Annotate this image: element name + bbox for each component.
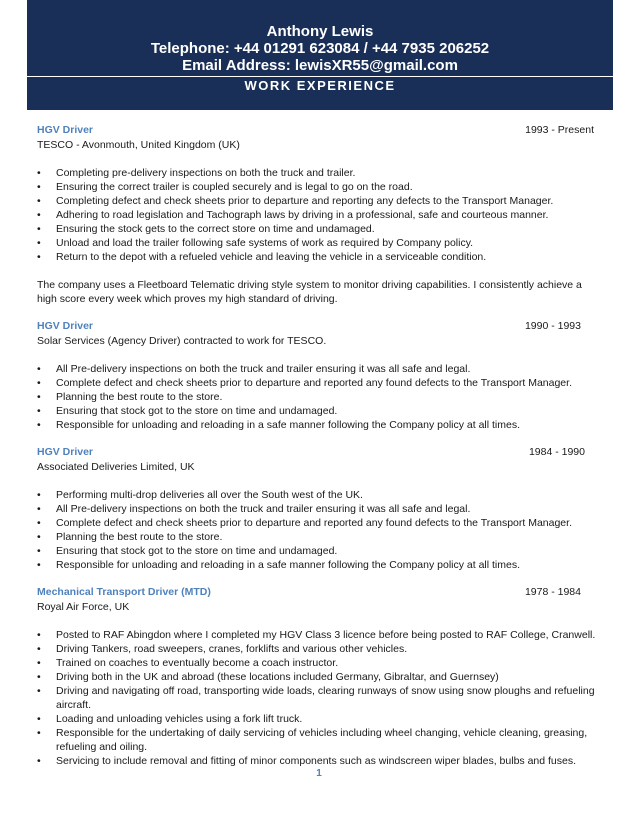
duty-item: • Planning the best route to the store.: [37, 530, 597, 544]
duty-item: • All Pre-delivery inspections on both the truck and trailer ensuring it was all safe and legal.: [37, 502, 597, 516]
email-line: Email Address: lewisXR55@gmail.com: [182, 57, 458, 74]
header-divider: [27, 76, 613, 77]
job-dates: 1978 - 1984: [524, 586, 581, 598]
duty-item: • Servicing to include removal and fitting of minor components such as windscreen wiper blades, bulbs and fuses.: [37, 754, 597, 768]
job-entry: [37, 446, 597, 572]
job-entry: [37, 586, 597, 768]
duty-item: • Loading and unloading vehicles using a fork lift truck.: [37, 712, 597, 726]
job-entry: [37, 124, 597, 306]
job-organisation: Royal Air Force, UK: [37, 601, 130, 613]
duty-item: • All Pre-delivery inspections on both the truck and trailer ensuring it was all safe and legal.: [37, 362, 597, 376]
job-title: Mechanical Transport Driver (MTD): [37, 586, 211, 598]
duty-item: • Driving both in the UK and abroad (these locations included Germany, Gibraltar, and Guernsey): [37, 670, 597, 684]
job-title: HGV Driver: [37, 446, 94, 458]
section-title: WORK EXPERIENCE: [244, 78, 396, 93]
duty-item: • Complete defect and check sheets prior to departure and reported any found defects to the Transport Manager.: [37, 516, 597, 530]
duty-item: • Responsible for unloading and reloading in a safe manner following the Company policy at all times.: [37, 418, 597, 432]
duty-item: • Driving and navigating off road, transporting wide loads, clearing runways of snow using snow ploughs and refueling aircraft.: [37, 684, 597, 712]
duty-item: • Performing multi-drop deliveries all over the South west of the UK.: [37, 488, 597, 502]
telephone-line: Telephone: +44 01291 623084 / +44 7935 206252: [150, 40, 490, 57]
job-entry: [37, 320, 597, 432]
duty-item: • Return to the depot with a refueled vehicle and leaving the vehicle in a serviceable condition.: [37, 250, 597, 264]
job-organisation: Associated Deliveries Limited, UK: [37, 461, 195, 473]
duty-item: • Ensuring the stock gets to the correct store on time and undamaged.: [37, 222, 597, 236]
job-duties: [37, 628, 597, 768]
duty-item: • Responsible for unloading and reloading in a safe manner following the Company policy at all times.: [37, 558, 597, 572]
duty-item: • Ensuring that stock got to the store on time and undamaged.: [37, 404, 597, 418]
job-dates: 1984 - 1990: [528, 446, 585, 458]
job-summary: The company uses a Fleetboard Telematic driving style system to monitor driving capabilities. I consistently achieve a high score every week which proves my high standard of driving.: [37, 279, 582, 305]
duty-item: • Unload and load the trailer following safe systems of work as required by Company policy.: [37, 236, 597, 250]
work-experience: [37, 124, 597, 776]
duty-item: • Planning the best route to the store.: [37, 390, 597, 404]
duty-item: • Trained on coaches to eventually become a coach instructor.: [37, 656, 597, 670]
job-organisation: TESCO - Avonmouth, United Kingdom (UK): [37, 139, 240, 151]
duty-item: • Responsible for the undertaking of daily servicing of vehicles including wheel changing, vehicle cleaning, greasing, refueling and oiling.: [37, 726, 597, 754]
job-title: HGV Driver: [37, 320, 94, 332]
candidate-name: Anthony Lewis: [266, 23, 374, 40]
duty-item: • Completing pre-delivery inspections on both the truck and trailer.: [37, 166, 597, 180]
duty-item: • Posted to RAF Abingdon where I completed my HGV Class 3 licence before being posted to RAF College, Cranwell.: [37, 628, 597, 642]
duty-item: • Complete defect and check sheets prior to departure and reported any found defects to the Transport Manager.: [37, 376, 597, 390]
duty-item: • Ensuring that stock got to the store on time and undamaged.: [37, 544, 597, 558]
resume-header: [27, 0, 613, 110]
job-duties: [37, 488, 597, 572]
job-title: HGV Driver: [37, 124, 94, 136]
duty-item: • Adhering to road legislation and Tachograph laws by driving in a professional, safe and courteous manner.: [37, 208, 597, 222]
page-number: 1: [316, 768, 322, 779]
job-duties: [37, 166, 597, 264]
job-organisation: Solar Services (Agency Driver) contracted to work for TESCO.: [37, 335, 327, 347]
duty-item: • Completing defect and check sheets prior to departure and reporting any defects to the Transport Manager.: [37, 194, 597, 208]
job-dates: 1993 - Present: [525, 124, 594, 136]
job-dates: 1990 - 1993: [524, 320, 581, 332]
duty-item: • Driving Tankers, road sweepers, cranes, forklifts and various other vehicles.: [37, 642, 597, 656]
job-duties: [37, 362, 597, 432]
duty-item: • Ensuring the correct trailer is coupled securely and is legal to go on the road.: [37, 180, 597, 194]
